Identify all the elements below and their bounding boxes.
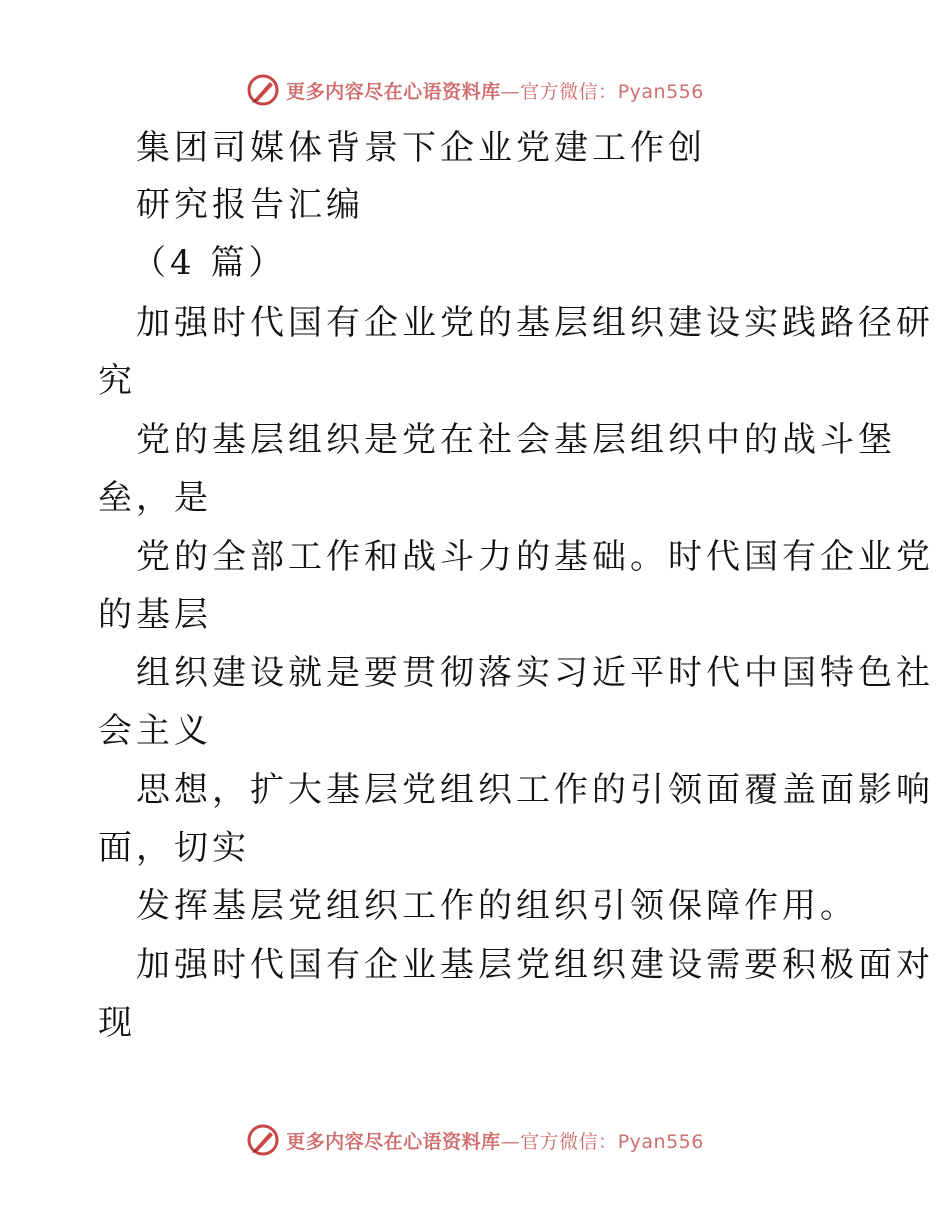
paragraph-line: 的基层 [98, 595, 212, 635]
heading-line-2: 究 [98, 361, 136, 401]
title-line-3: （4 篇） [132, 243, 287, 283]
paragraph-line: 垒，是 [98, 478, 212, 518]
watermark-id: Pyan556 [617, 80, 704, 103]
quill-pen-logo-icon [246, 73, 280, 107]
watermark-chinese: 更多内容尽在心语资料库 [286, 80, 501, 103]
watermark-id: Pyan556 [617, 1130, 704, 1153]
paragraph-line: 党的基层组织是党在社会基层组织中的战斗堡 [136, 420, 896, 460]
footer-watermark [0, 1120, 950, 1160]
paragraph-line: 加强时代国有企业基层党组织建设需要积极面对 [136, 945, 934, 985]
watermark-label: 官方微信： [520, 1130, 618, 1153]
quill-pen-logo-icon [246, 1123, 280, 1157]
paragraph-line: 发挥基层党组织工作的组织引领保障作用。 [136, 886, 858, 926]
watermark-label: 官方微信： [520, 80, 618, 103]
heading-line-1: 加强时代国有企业党的基层组织建设实践路径研 [136, 303, 934, 343]
paragraph-line: 党的全部工作和战斗力的基础。时代国有企业党 [136, 537, 934, 577]
title-line-2: 研究报告汇编 [136, 185, 364, 225]
title-line-1: 集团司媒体背景下企业党建工作创 [136, 128, 706, 168]
paragraph-line: 思想，扩大基层党组织工作的引领面覆盖面影响 [136, 770, 934, 810]
paragraph-line: 面，切实 [98, 828, 250, 868]
paragraph-line: 现 [98, 1003, 136, 1043]
paragraph-line: 会主义 [98, 711, 212, 751]
watermark-separator: — [500, 80, 521, 103]
paragraph-line: 组织建设就是要贯彻落实习近平时代中国特色社 [136, 653, 934, 693]
watermark-chinese: 更多内容尽在心语资料库 [286, 1130, 501, 1153]
header-watermark [0, 70, 950, 110]
watermark-separator: — [500, 1130, 521, 1153]
